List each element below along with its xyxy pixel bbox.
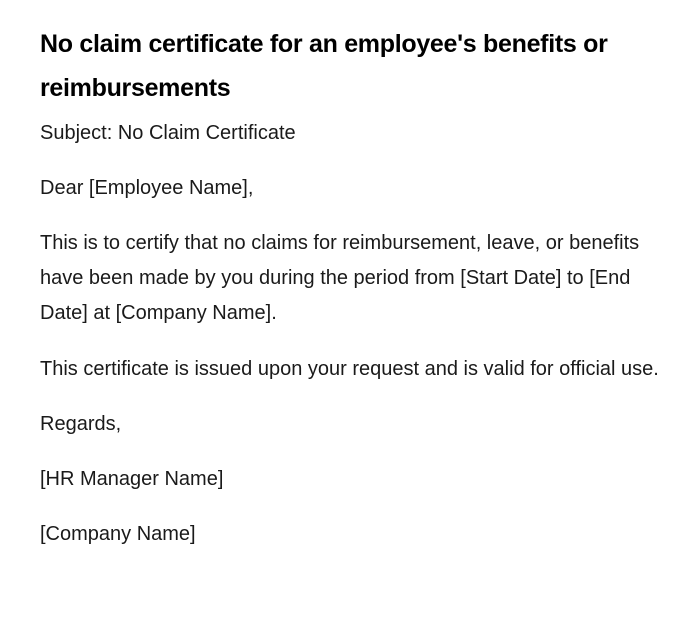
- closing: Regards,: [40, 413, 122, 435]
- salutation: Dear [Employee Name],: [40, 177, 254, 199]
- signer-name: [HR Manager Name]: [40, 468, 224, 490]
- body-paragraph-validity: This certificate is issued upon your request and is valid for official use.: [40, 358, 659, 380]
- subject-line: Subject: No Claim Certificate: [40, 122, 296, 144]
- company-name: [Company Name]: [40, 523, 196, 545]
- body-paragraph-certification: This is to certify that no claims for reimbursement, leave, or benefits have been made by you during the period from [Start Date] to [End Date] at [Company Name].: [40, 232, 640, 324]
- document-title: No claim certificate for an employee's benefits or reimbursements: [40, 30, 608, 102]
